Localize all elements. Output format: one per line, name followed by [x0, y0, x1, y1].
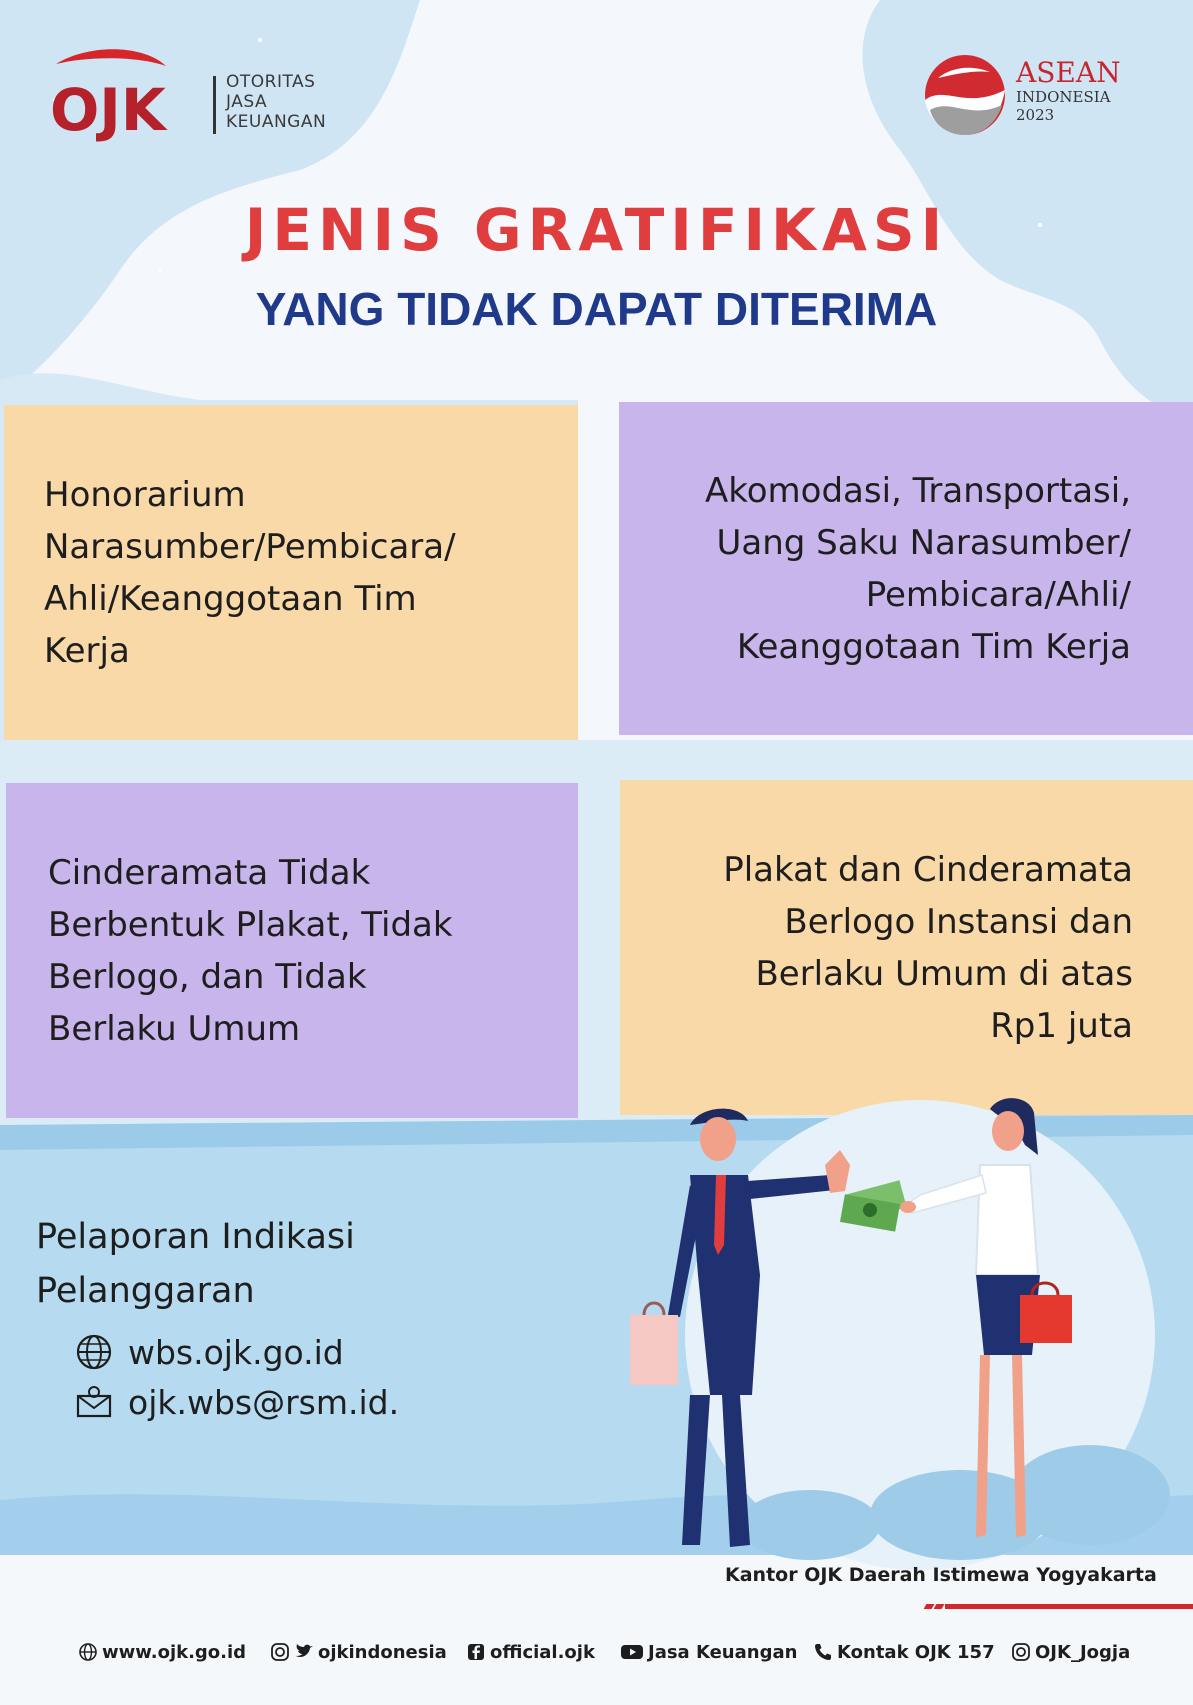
footer-contact-text[interactable]: Kontak OJK 157: [837, 1641, 995, 1663]
footer-facebook-text[interactable]: official.ojk: [490, 1641, 595, 1663]
card-line: Rp1 juta: [990, 1005, 1133, 1046]
asean-logo-mark: [920, 50, 1010, 140]
footer-contact[interactable]: [813, 1642, 995, 1663]
page-title: JENIS GRATIFIKASI: [244, 196, 949, 264]
card-line: Uang Saku Narasumber/: [716, 522, 1131, 563]
asean-country: INDONESIA: [1016, 88, 1111, 106]
report-title-line: Pelaporan Indikasi: [36, 1217, 355, 1257]
card-line: Pembicara/Ahli/: [865, 574, 1131, 615]
card-line: Berlaku Umum di atas: [755, 953, 1133, 994]
footer-social[interactable]: [270, 1642, 447, 1663]
ojk-logo: [48, 46, 327, 142]
card-text: [705, 465, 1131, 673]
office-name: Kantor OJK Daerah Istimewa Yogyakarta: [725, 1564, 1157, 1586]
twitter-icon: [294, 1642, 314, 1662]
card-text: [48, 847, 453, 1055]
report-title-line: Pelanggaran: [36, 1271, 255, 1311]
card-line: Berlogo Instansi dan: [784, 901, 1133, 942]
divider-line: [945, 1604, 1193, 1609]
footer-facebook[interactable]: [466, 1642, 595, 1663]
report-title: [36, 1210, 355, 1318]
card-line: Keanggotaan Tim Kerja: [736, 626, 1131, 667]
facebook-icon: [466, 1642, 486, 1662]
asean-logo-text: [1016, 58, 1121, 124]
ojk-name-line: KEUANGAN: [226, 112, 327, 132]
rejection-illustration: [630, 1095, 1193, 1580]
gratification-card-honorarium: [4, 405, 578, 740]
report-website[interactable]: [74, 1332, 344, 1372]
footer-youtube-text[interactable]: Jasa Keuangan: [648, 1641, 798, 1663]
report-email[interactable]: [74, 1382, 399, 1422]
ojk-name-line: JASA: [226, 92, 268, 112]
card-line: Ahli/Keanggotaan Tim: [44, 578, 417, 619]
asean-year: 2023: [1016, 106, 1055, 124]
footer-website[interactable]: [78, 1642, 246, 1663]
page-subtitle: YANG TIDAK DAPAT DITERIMA: [255, 283, 938, 335]
instagram-icon: [270, 1642, 290, 1662]
ojk-name-line: OTORITAS: [226, 72, 316, 92]
card-line: Berlaku Umum: [48, 1008, 301, 1049]
youtube-icon: [620, 1642, 644, 1662]
instagram-icon: [1011, 1642, 1031, 1662]
footer-instagram-local-text[interactable]: OJK_Jogja: [1035, 1641, 1131, 1663]
report-website-text[interactable]: wbs.ojk.go.id: [128, 1332, 344, 1372]
globe-icon: [78, 1642, 98, 1662]
report-email-text[interactable]: ojk.wbs@rsm.id.: [128, 1382, 400, 1422]
card-line: Cinderamata Tidak: [48, 852, 371, 893]
card-line: Berlogo, dan Tidak: [48, 956, 367, 997]
ojk-logo-divider: [213, 76, 216, 134]
footer-social-text[interactable]: ojkindonesia: [318, 1641, 447, 1663]
card-line: Berbentuk Plakat, Tidak: [48, 904, 453, 945]
phone-icon: [813, 1642, 833, 1662]
asean-logo: [920, 50, 1160, 140]
card-line: Akomodasi, Transportasi,: [705, 470, 1131, 511]
ojk-logo-text: [226, 72, 326, 132]
ojk-logo-letters: OJK: [50, 76, 166, 142]
globe-icon: [74, 1332, 114, 1372]
card-line: Plakat dan Cinderamata: [723, 849, 1133, 890]
footer-instagram-local[interactable]: [1011, 1642, 1130, 1663]
card-text: [44, 469, 456, 677]
ojk-logo-mark: [48, 46, 168, 142]
card-line: Honorarium: [44, 474, 246, 515]
mail-icon: [74, 1382, 114, 1422]
gratification-card-plaque: [620, 780, 1193, 1115]
footer: [78, 1632, 1178, 1672]
gratification-card-accommodation: [619, 402, 1193, 735]
footer-youtube[interactable]: [620, 1642, 797, 1663]
gratification-card-souvenir: [6, 783, 578, 1118]
asean-title: ASEAN: [1016, 56, 1121, 89]
card-line: Narasumber/Pembicara/: [44, 526, 456, 567]
card-line: Kerja: [44, 630, 130, 671]
card-text: [723, 844, 1133, 1052]
footer-website-text[interactable]: www.ojk.go.id: [102, 1641, 247, 1663]
